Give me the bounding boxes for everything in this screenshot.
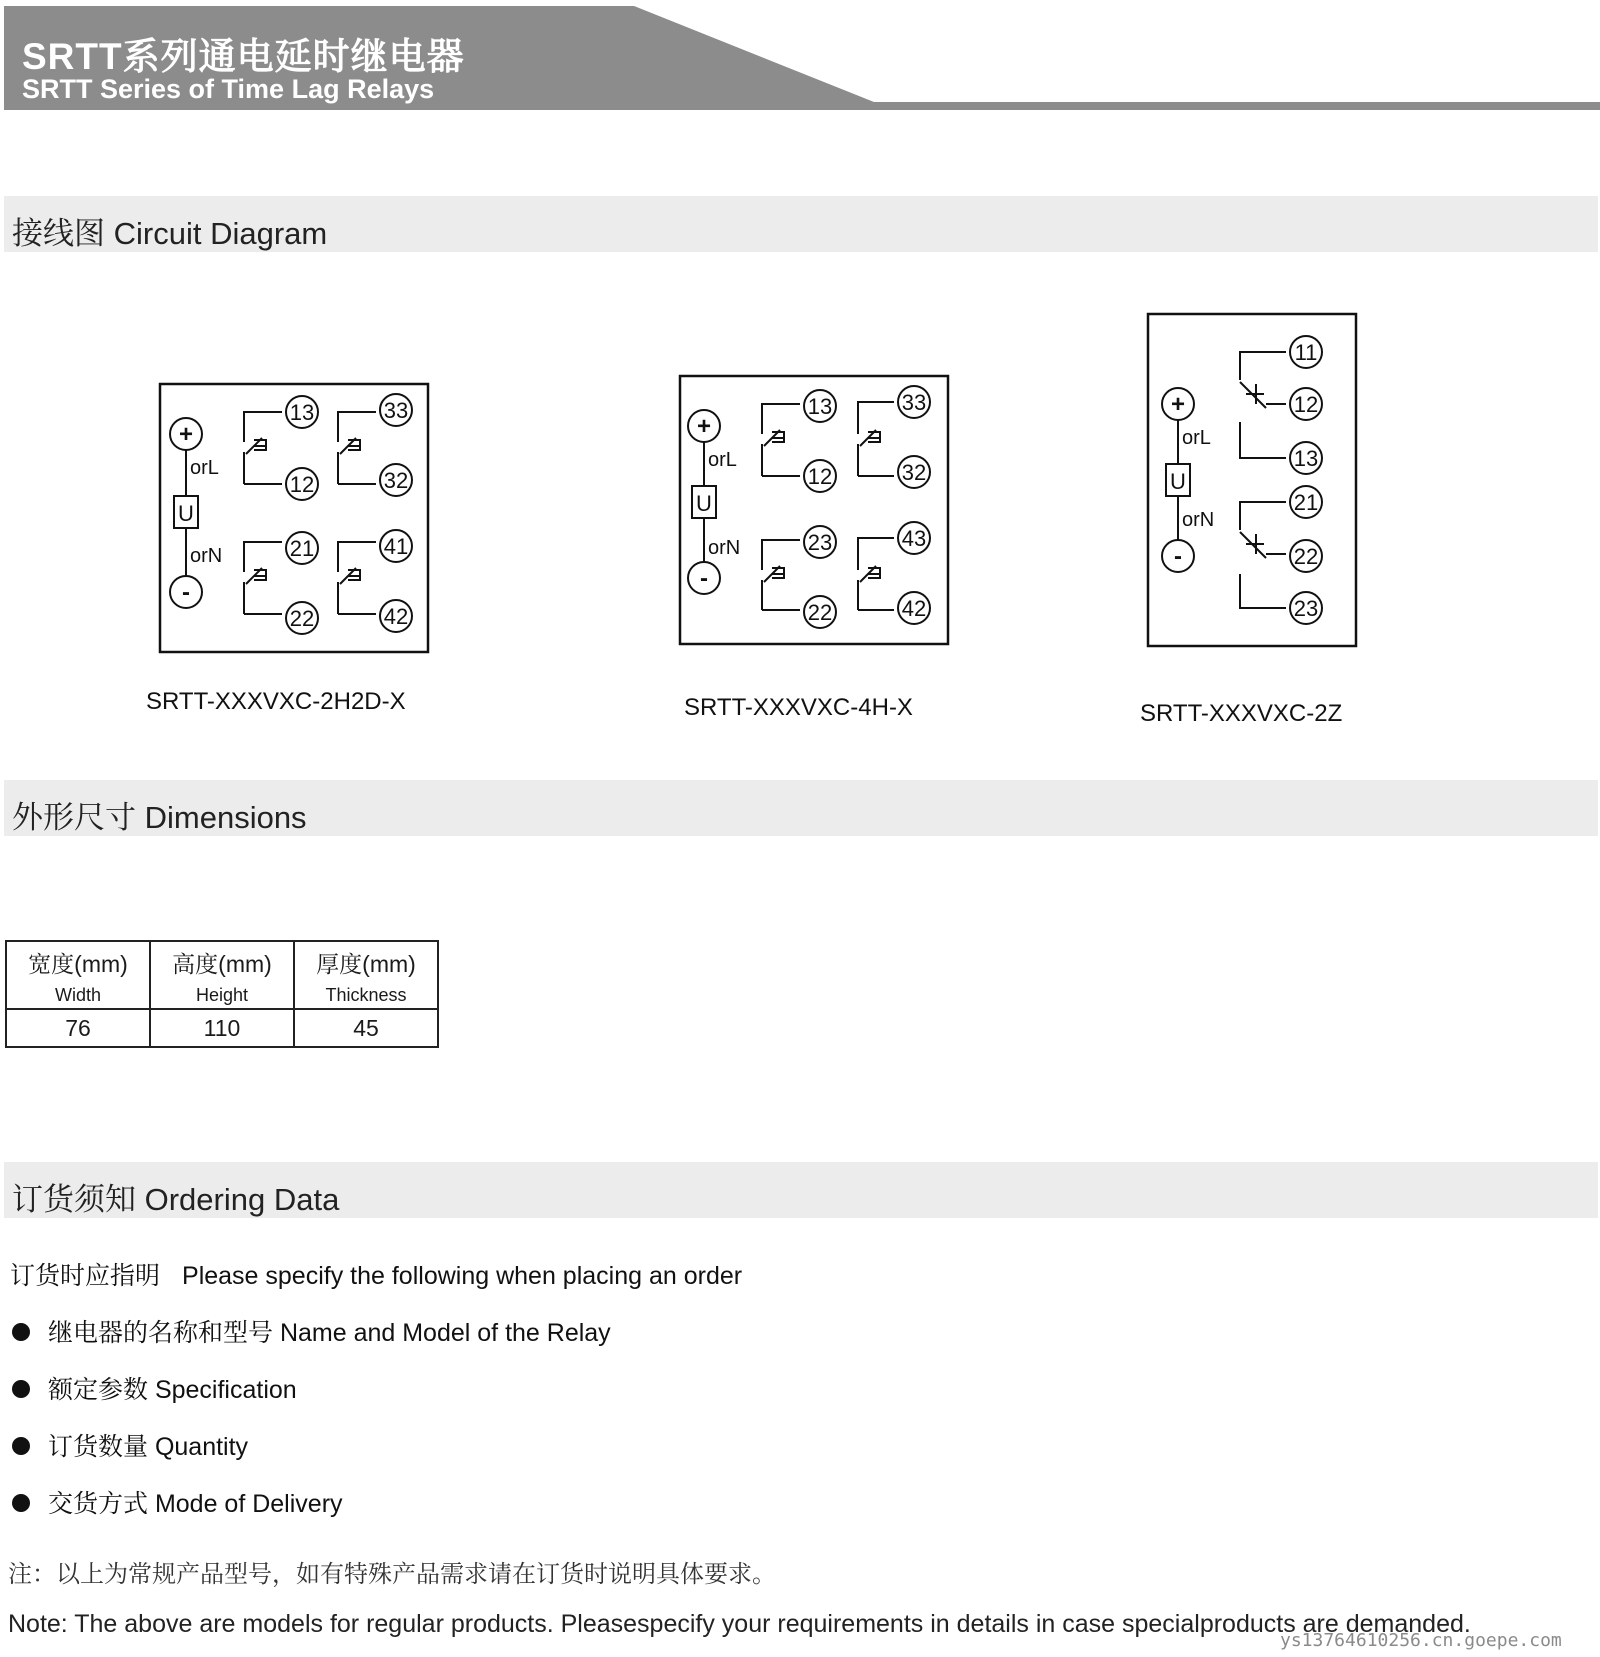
svg-text:32: 32 [383, 468, 409, 493]
value-thickness: 45 [294, 1009, 438, 1047]
svg-text:13: 13 [1293, 446, 1319, 471]
value-width: 76 [6, 1009, 150, 1047]
diagram-model-label-4h: SRTT-XXXVXC-4H-X [684, 694, 913, 721]
svg-text:42: 42 [383, 604, 409, 629]
ordering-intro [10, 1256, 742, 1292]
svg-text:-: - [182, 579, 190, 606]
header-banner [4, 6, 1600, 114]
circuit-diagram-4h [678, 374, 950, 646]
svg-text:U: U [178, 501, 194, 526]
svg-text:orN: orN [1182, 509, 1215, 531]
svg-text:orL: orL [708, 449, 737, 471]
svg-text:22: 22 [1293, 544, 1319, 569]
section-title: 订货须知 Ordering Data [12, 1182, 340, 1217]
section-title: 外形尺寸 Dimensions [12, 800, 307, 835]
page-title: SRTT系列通电延时继电器 [22, 36, 465, 77]
svg-text:13: 13 [289, 400, 315, 425]
list-item: 订货数量 Quantity [12, 1427, 248, 1463]
svg-text:orN: orN [190, 545, 223, 567]
svg-text:22: 22 [289, 606, 315, 631]
svg-text:U: U [1170, 469, 1186, 494]
svg-text:21: 21 [1293, 490, 1319, 515]
bullet-icon [12, 1494, 30, 1512]
svg-text:23: 23 [807, 530, 833, 555]
note-english: Note: The above are models for regular products. Pleasespecify your requirements in details in case specialproducts are demanded. [8, 1610, 1471, 1638]
header-width: 宽度(mm) Width [6, 941, 150, 1009]
bullet-icon [12, 1380, 30, 1398]
list-item: 继电器的名称和型号 Name and Model of the Relay [12, 1313, 611, 1349]
svg-text:orL: orL [190, 457, 219, 479]
svg-text:orL: orL [1182, 427, 1211, 449]
section-title: 接线图 Circuit Diagram [12, 216, 328, 251]
svg-text:33: 33 [383, 398, 409, 423]
svg-text:U: U [696, 491, 712, 516]
note-chinese: 注：以上为常规产品型号，如有特殊产品需求请在订货时说明具体要求。 [8, 1561, 776, 1588]
watermark: ys13764610256.cn.goepe.com [1280, 1630, 1562, 1651]
svg-text:+: + [1170, 391, 1186, 418]
page-subtitle: SRTT Series of Time Lag Relays [22, 74, 435, 104]
header-thickness: 厚度(mm) Thickness [294, 941, 438, 1009]
list-item: 额定参数 Specification [12, 1370, 297, 1406]
svg-text:orN: orN [708, 537, 741, 559]
svg-text:+: + [696, 413, 712, 440]
svg-text:11: 11 [1294, 340, 1318, 365]
svg-text:21: 21 [289, 536, 315, 561]
dimensions-table [5, 940, 439, 1048]
diagram-model-label-2h2d: SRTT-XXXVXC-2H2D-X [146, 688, 406, 715]
bullet-icon [12, 1323, 30, 1341]
diagram-model-label-2z: SRTT-XXXVXC-2Z [1140, 700, 1343, 727]
svg-text:12: 12 [1293, 392, 1319, 417]
svg-text:-: - [1174, 543, 1182, 570]
svg-text:-: - [700, 565, 708, 592]
svg-text:43: 43 [901, 526, 927, 551]
header-height: 高度(mm) Height [150, 941, 294, 1009]
ordering-intro-en: Please specify the following when placing an order [182, 1262, 743, 1290]
section-dimensions [4, 780, 1598, 836]
svg-text:13: 13 [807, 394, 833, 419]
svg-text:12: 12 [807, 464, 833, 489]
svg-text:41: 41 [383, 534, 409, 559]
ordering-intro-cn: 订货时应指明 [10, 1262, 161, 1290]
table-row [6, 1009, 438, 1047]
circuit-diagram-2z [1146, 312, 1358, 648]
bullet-icon [12, 1437, 30, 1455]
circuit-diagram-2h2d [158, 382, 430, 654]
svg-text:+: + [178, 421, 194, 448]
value-height: 110 [150, 1009, 294, 1047]
section-circuit-diagram [4, 196, 1598, 252]
svg-text:23: 23 [1293, 596, 1319, 621]
svg-text:32: 32 [901, 460, 927, 485]
svg-text:42: 42 [901, 596, 927, 621]
svg-text:12: 12 [289, 472, 315, 497]
svg-text:22: 22 [807, 600, 833, 625]
svg-text:33: 33 [901, 390, 927, 415]
section-ordering-data [4, 1162, 1598, 1218]
list-item: 交货方式 Mode of Delivery [12, 1484, 343, 1520]
table-header-row [6, 941, 438, 1009]
